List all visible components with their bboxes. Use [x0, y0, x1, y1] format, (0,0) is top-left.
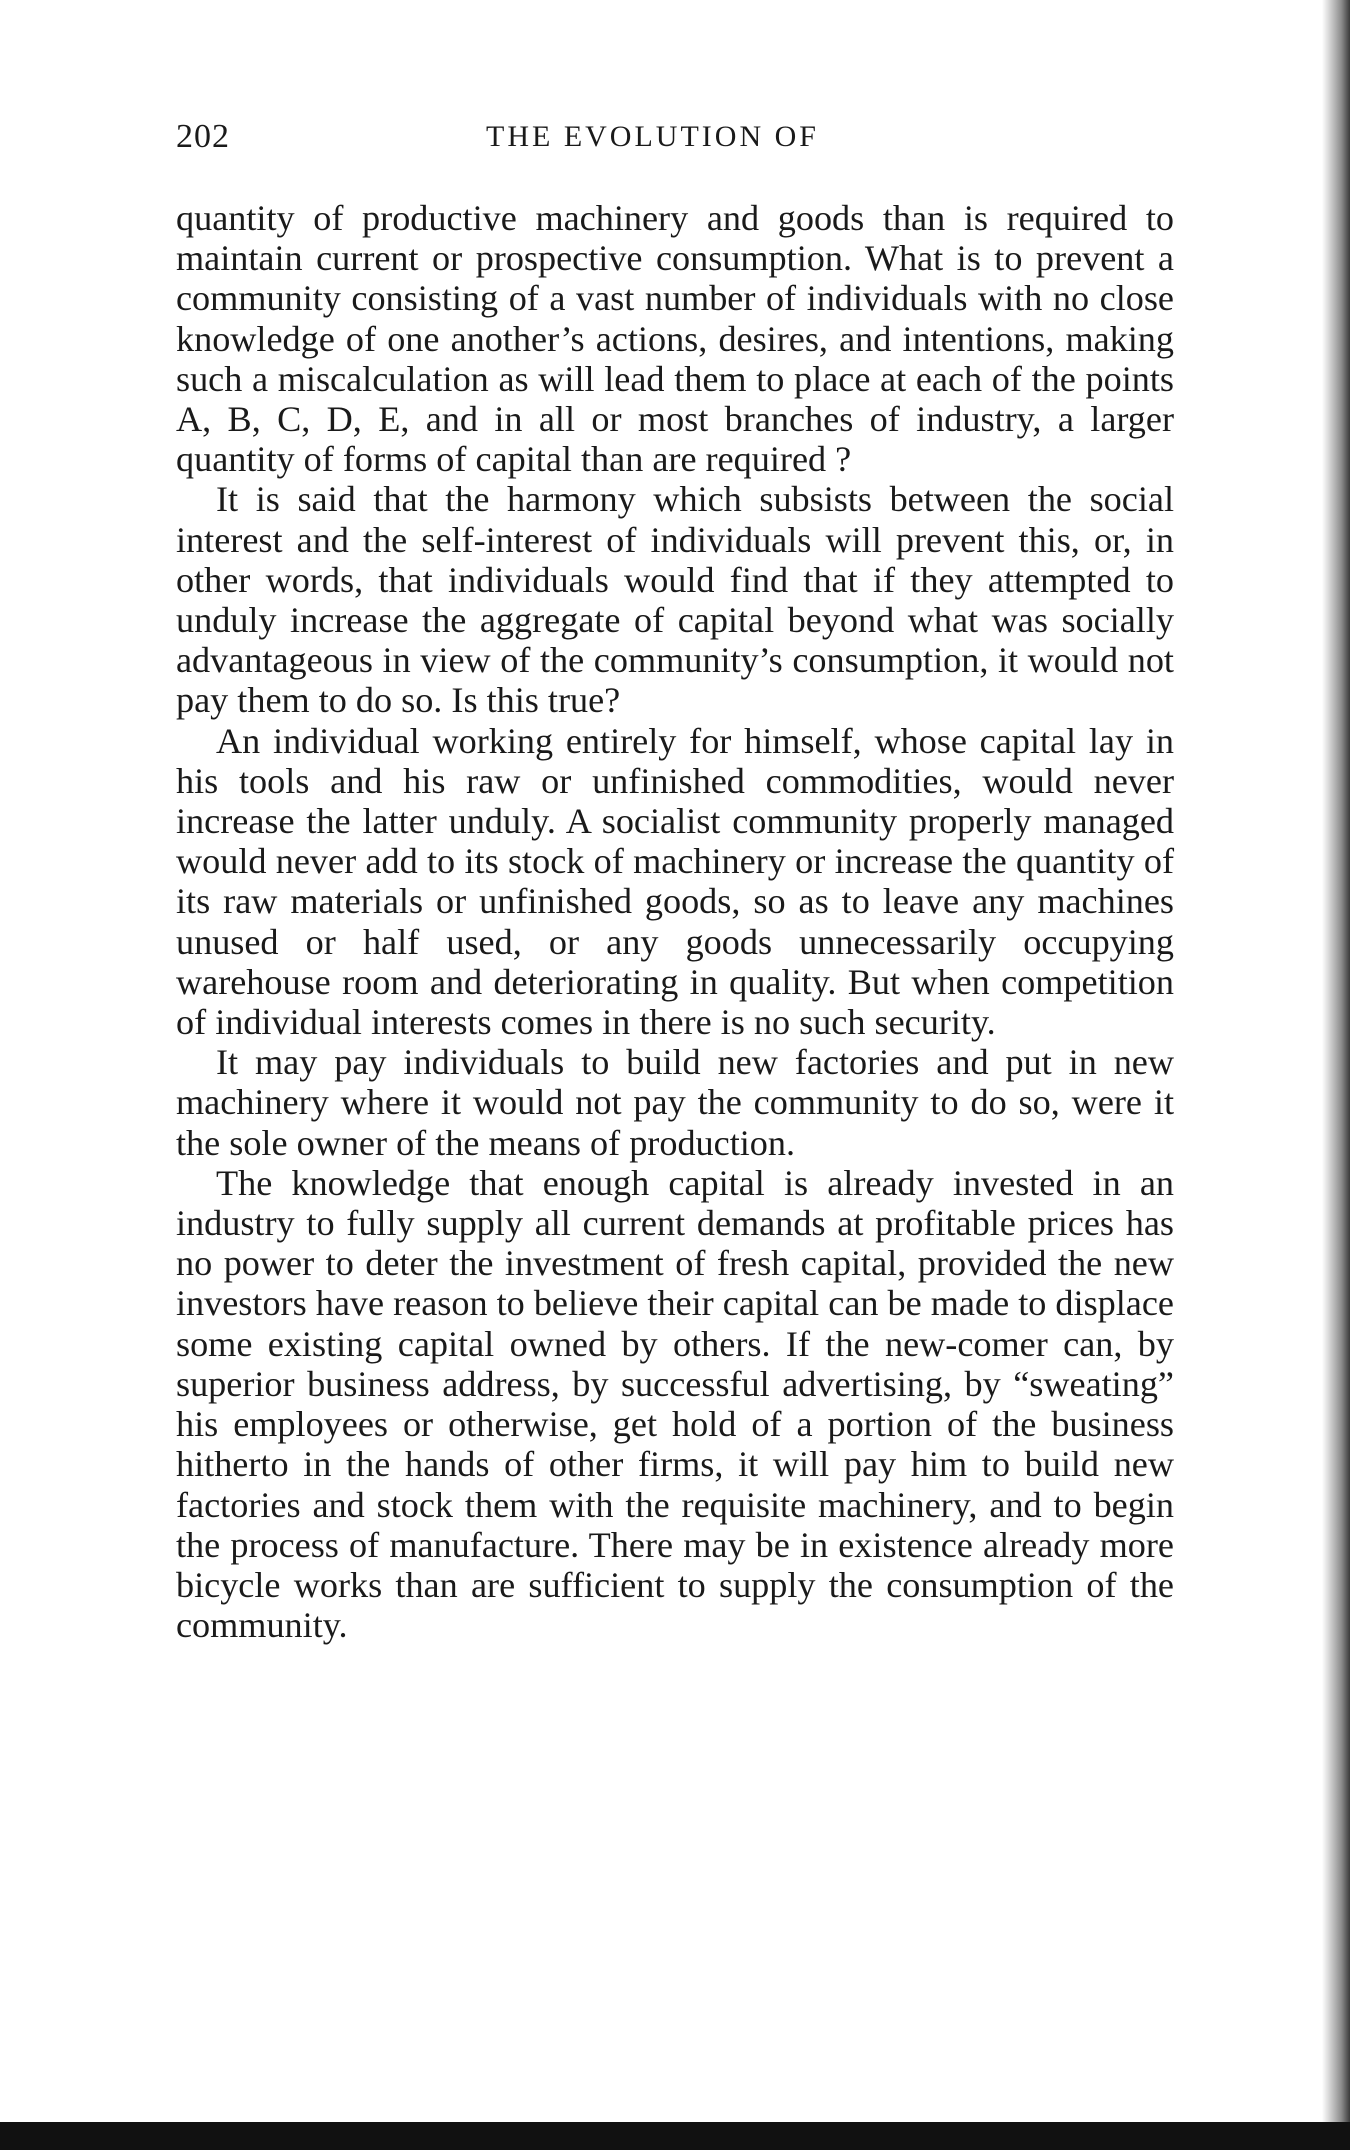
- page-edge-shadow: [1322, 0, 1350, 2150]
- page-number: 202: [176, 118, 230, 155]
- paragraph-knowledge: The knowledge that enough capital is already invested in an industry to fully supply all current demands at profitable prices has no power to deter the investment of fresh capital, provided the new investors have reason to believe their capital can be made to displace some existing capital owned by others. If the new-comer can, by superior business address, by successful advertising, by “sweating” his employees or otherwise, get hold of a portion of the business hitherto in the hands of other firms, it will pay him to build new factories and stock them with the requisite machinery, and to begin the process of manufacture. There may be in existence already more bicycle works than are sufficient to supply the consumption of the community.: [176, 1162, 1174, 1646]
- paragraph-harmony: It is said that the harmony which subsists between the social interest and the self-interest of individuals will prevent this, or, in other words, that individuals would find that if they attempted to unduly increase the aggregate of capital beyond what was socially advantageous in view of the community’s consumption, it would not pay them to do so. Is this true?: [176, 479, 1174, 721]
- running-title: THE EVOLUTION OF: [486, 120, 819, 153]
- scan-bottom-border: [0, 2122, 1350, 2150]
- body-text: [176, 198, 1174, 1645]
- paragraph-new-factories: It may pay individuals to build new factories and put in new machinery where it would not pay the community to do so, were it the sole owner of the means of production.: [176, 1042, 1174, 1163]
- paragraph-individual: An individual working entirely for himself, whose capital lay in his tools and his raw or unfinished commodities, would never increase the latter unduly. A socialist community properly managed would never add to its stock of machinery or increase the quantity of its raw materials or unfinished goods, so as to leave any machines unused or half used, or any goods unnecessarily occupying warehouse room and deteriorating in quality. But when competition of individual interests comes in there is no such security.: [176, 720, 1174, 1043]
- paragraph-continued: quantity of productive machinery and goods than is required to maintain current or prospective consumption. What is to prevent a community consisting of a vast number of individuals with no close knowledge of one another’s actions, desires, and intentions, making such a miscalculation as will lead them to place at each of the points A, B, C, D, E, and in all or most branches of industry, a larger quantity of forms of capital than are required ?: [176, 198, 1174, 480]
- page-header: [176, 118, 1176, 168]
